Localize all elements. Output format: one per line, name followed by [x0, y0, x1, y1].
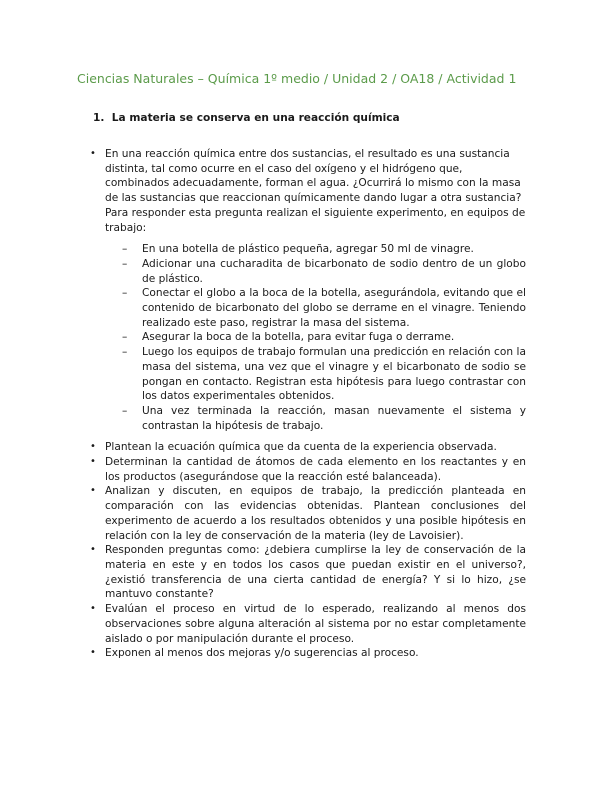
dash-icon: –: [122, 243, 128, 256]
bullet-text: Exponen al menos dos mejoras y/o sugerencias al proceso.: [105, 647, 419, 660]
dash-icon: –: [122, 257, 128, 270]
step-item: [105, 404, 526, 433]
document-body: [88, 147, 526, 661]
dash-icon: –: [122, 331, 128, 344]
list-item: [88, 646, 526, 661]
bullet-text: Analizan y discuten, en equipos de trabajo, la predicción planteada en comparación con las evidencias obtenidas. Plantean conclusiones del experimento de acuerdo a los resultados obtenidos y una posible hipótesis en relación con la ley de conservación de la materia (ley de Lavoisier).: [105, 485, 526, 542]
step-text: Una vez terminada la reacción, masan nuevamente el sistema y contrastan la hipótesis de trabajo.: [142, 404, 526, 432]
steps-list: [105, 242, 526, 433]
step-item: [105, 286, 526, 330]
list-item: [88, 440, 526, 455]
bullet-text: Evalúan el proceso en virtud de lo esperado, realizando al menos dos observaciones sobre alguna alteración al sistema por no estar completamente aislado o por manipulación durante el proceso.: [105, 603, 526, 645]
dash-icon: –: [122, 404, 128, 417]
section-title: La materia se conserva en una reacción química: [111, 112, 400, 124]
step-item: [105, 330, 526, 345]
list-item: [88, 543, 526, 602]
step-text: Adicionar una cucharadita de bicarbonato de sodio dentro de un globo de plástico.: [142, 257, 526, 285]
step-text: En una botella de plástico pequeña, agregar 50 ml de vinagre.: [142, 243, 474, 256]
bullet-icon: •: [90, 441, 96, 453]
section-heading: [93, 112, 400, 124]
bullet-icon: •: [90, 603, 96, 615]
step-item: [105, 345, 526, 404]
bullet-list: [88, 147, 526, 433]
step-item: [105, 242, 526, 257]
page-header: Ciencias Naturales – Química 1º medio / Unidad 2 / OA18 / Actividad 1: [77, 71, 517, 86]
bullet-text: Determinan la cantidad de átomos de cada elemento en los reactantes y en los productos (asegurándose que la reacción esté balanceada).: [105, 456, 526, 483]
list-item: [88, 455, 526, 484]
dash-icon: –: [122, 287, 128, 300]
bullet-icon: •: [90, 647, 96, 659]
activities-list: [88, 440, 526, 661]
bullet-icon: •: [90, 544, 96, 556]
list-item: [88, 484, 526, 543]
bullet-text: Responden preguntas como: ¿debiera cumplirse la ley de conservación de la materia en este y en todos los casos que puedan existir en el universo?, ¿existió transferencia de una cierta cantidad de energía? Y si lo hizo, ¿se mantuvo constante?: [105, 544, 526, 601]
bullet-icon: •: [90, 148, 96, 159]
bullet-text: Plantean la ecuación química que da cuenta de la experiencia observada.: [105, 441, 497, 454]
step-text: Conectar el globo a la boca de la botella, asegurándola, evitando que el contenido de bicarbonato del globo se derrame en el vinagre. Teniendo realizado este paso, registrar la masa del sistema.: [142, 287, 526, 329]
list-item: [88, 602, 526, 646]
bullet-icon: •: [90, 485, 96, 497]
step-text: Luego los equipos de trabajo formulan una predicción en relación con la masa del sistema, una vez que el vinagre y el bicarbonato de sodio se pongan en contacto. Registran esta hipótesis para luego contrastar con los datos experimentales obtenidos.: [142, 346, 526, 403]
section-number: 1.: [93, 112, 105, 124]
bullet-icon: •: [90, 456, 96, 468]
step-item: [105, 257, 526, 286]
list-item: [88, 147, 526, 433]
step-text: Asegurar la boca de la botella, para evitar fuga o derrame.: [142, 331, 455, 344]
intro-paragraph: En una reacción química entre dos sustancias, el resultado es una sustancia distinta, tal como ocurre en el caso del oxígeno y el hidrógeno que, combinados adecuadamente, forman el agua. ¿Ocurrirá lo mismo con la masa de las sustancias que reaccionan químicamente dando lugar a otra sustancia? Para responder esta pregunta realizan el siguiente experimento, en equipos de trabajo:: [105, 148, 526, 234]
dash-icon: –: [122, 346, 128, 359]
